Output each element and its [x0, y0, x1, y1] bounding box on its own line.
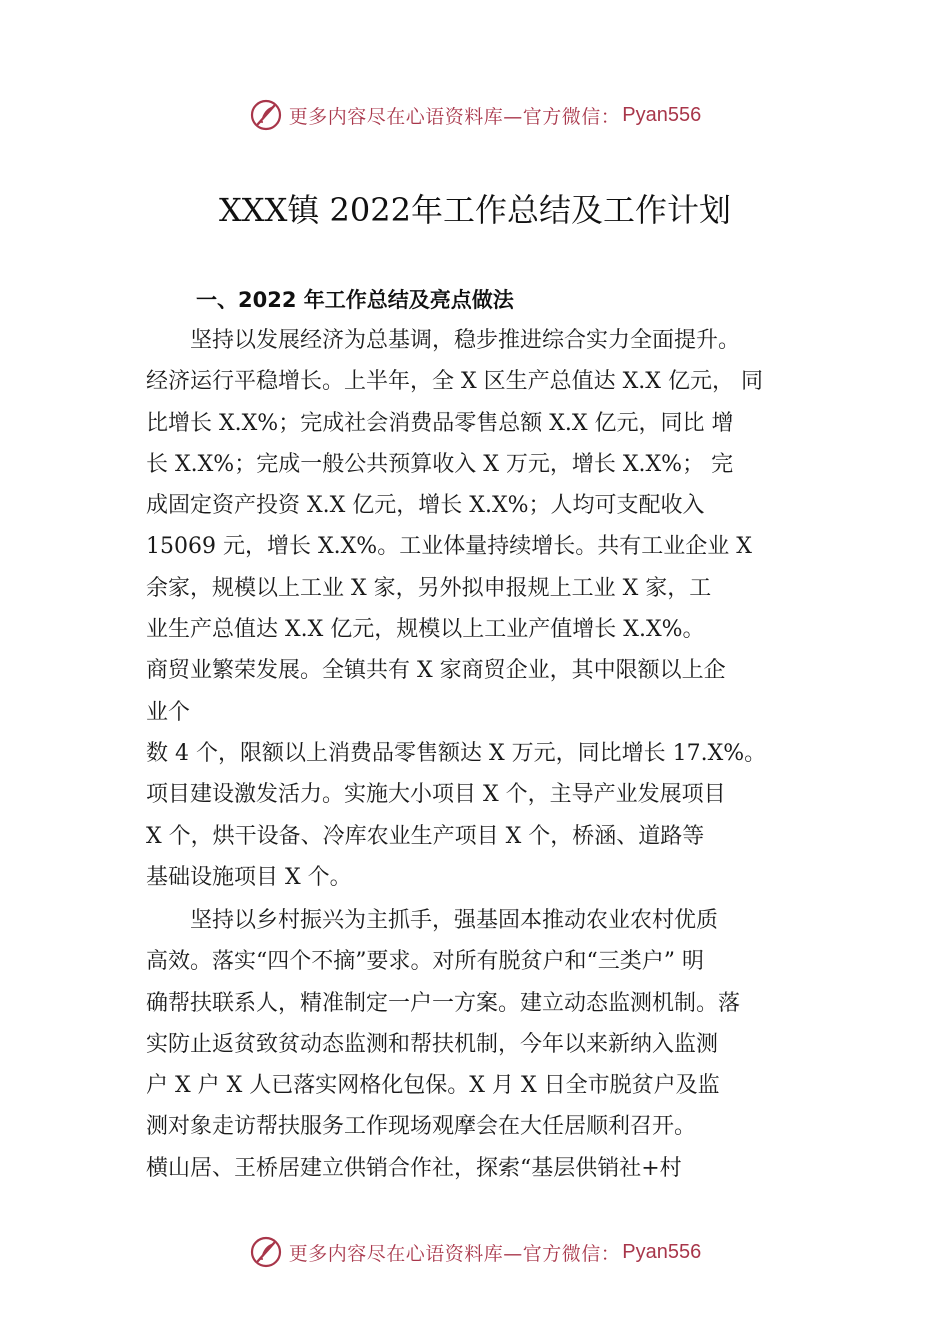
text-line: X 个，烘干设备、冷库农业生产项目 X 个，桥涵、道路等 — [146, 823, 705, 849]
watermark-banner-bottom — [0, 1232, 950, 1272]
text-line: 测对象走访帮扶服务工作现场观摩会在大任居顺利召开。 — [146, 1114, 697, 1140]
section-heading: 一、2022 年工作总结及亮点做法 — [196, 288, 514, 312]
watermark-text: 更多内容尽在心语资料库—官方微信： — [288, 1242, 621, 1265]
text-line: 比增长 X.X%；完成社会消费品零售总额 X.X 亿元，同比 增 — [146, 410, 734, 436]
text-line: 商贸业繁荣发展。全镇共有 X 家商贸企业，其中限额以上企 — [146, 658, 726, 684]
text-line: 业生产总值达 X.X 亿元，规模以上工业产值增长 X.X%。 — [146, 617, 705, 643]
text-line: 成固定资产投资 X.X 亿元，增长 X.X%；人均可支配收入 — [146, 493, 705, 519]
watermark-wechat-id: Pyan556 — [622, 1240, 702, 1263]
document-title: XXX镇 2022年工作总结及工作计划 — [219, 191, 731, 229]
text-line: 坚持以发展经济为总基调，稳步推进综合实力全面提升。 — [190, 328, 741, 353]
paragraph-rural-revitalization — [146, 900, 836, 1189]
watermark-wechat-id: Pyan556 — [622, 103, 702, 126]
text-line: 业个 — [146, 699, 191, 725]
text-line: 实防止返贫致贫动态监测和帮扶机制，今年以来新纳入监测 — [146, 1031, 719, 1057]
text-line: 户 X 户 X 人已落实网格化包保。X 月 X 日全市脱贫户及监 — [146, 1073, 720, 1099]
feather-pen-logo-icon — [249, 1235, 283, 1269]
paragraph-economy — [146, 320, 836, 898]
text-line: 数 4 个，限额以上消费品零售额达 X 万元，同比增长 17.X%。 — [146, 740, 767, 766]
text-line: 横山居、王桥居建立供销合作社，探索“基层供销社+村 — [146, 1155, 682, 1181]
text-line: 项目建设激发活力。实施大小项目 X 个，主导产业发展项目 — [146, 782, 726, 808]
text-line: 坚持以乡村振兴为主抓手，强基固本推动农业农村优质 — [190, 908, 719, 933]
watermark-text: 更多内容尽在心语资料库—官方微信： — [288, 105, 621, 128]
text-line: 经济运行平稳增长。上半年，全 X 区生产总值达 X.X 亿元， 同 — [146, 369, 763, 395]
feather-pen-logo-icon — [249, 98, 283, 132]
text-line: 高效。落实“四个不摘”要求。对所有脱贫户和“三类户” 明 — [146, 949, 704, 975]
text-line: 确帮扶联系人，精准制定一户一方案。建立动态监测机制。落 — [146, 990, 741, 1016]
text-line: 15069 元，增长 X.X%。工业体量持续增长。共有工业企业 X — [146, 534, 752, 560]
text-line: 长 X.X%；完成一般公共预算收入 X 万元，增长 X.X%； 完 — [146, 451, 734, 477]
text-line: 余家，规模以上工业 X 家，另外拟申报规上工业 X 家，工 — [146, 575, 712, 601]
watermark-banner-top — [0, 95, 950, 135]
text-line: 基础设施项目 X 个。 — [146, 864, 352, 890]
